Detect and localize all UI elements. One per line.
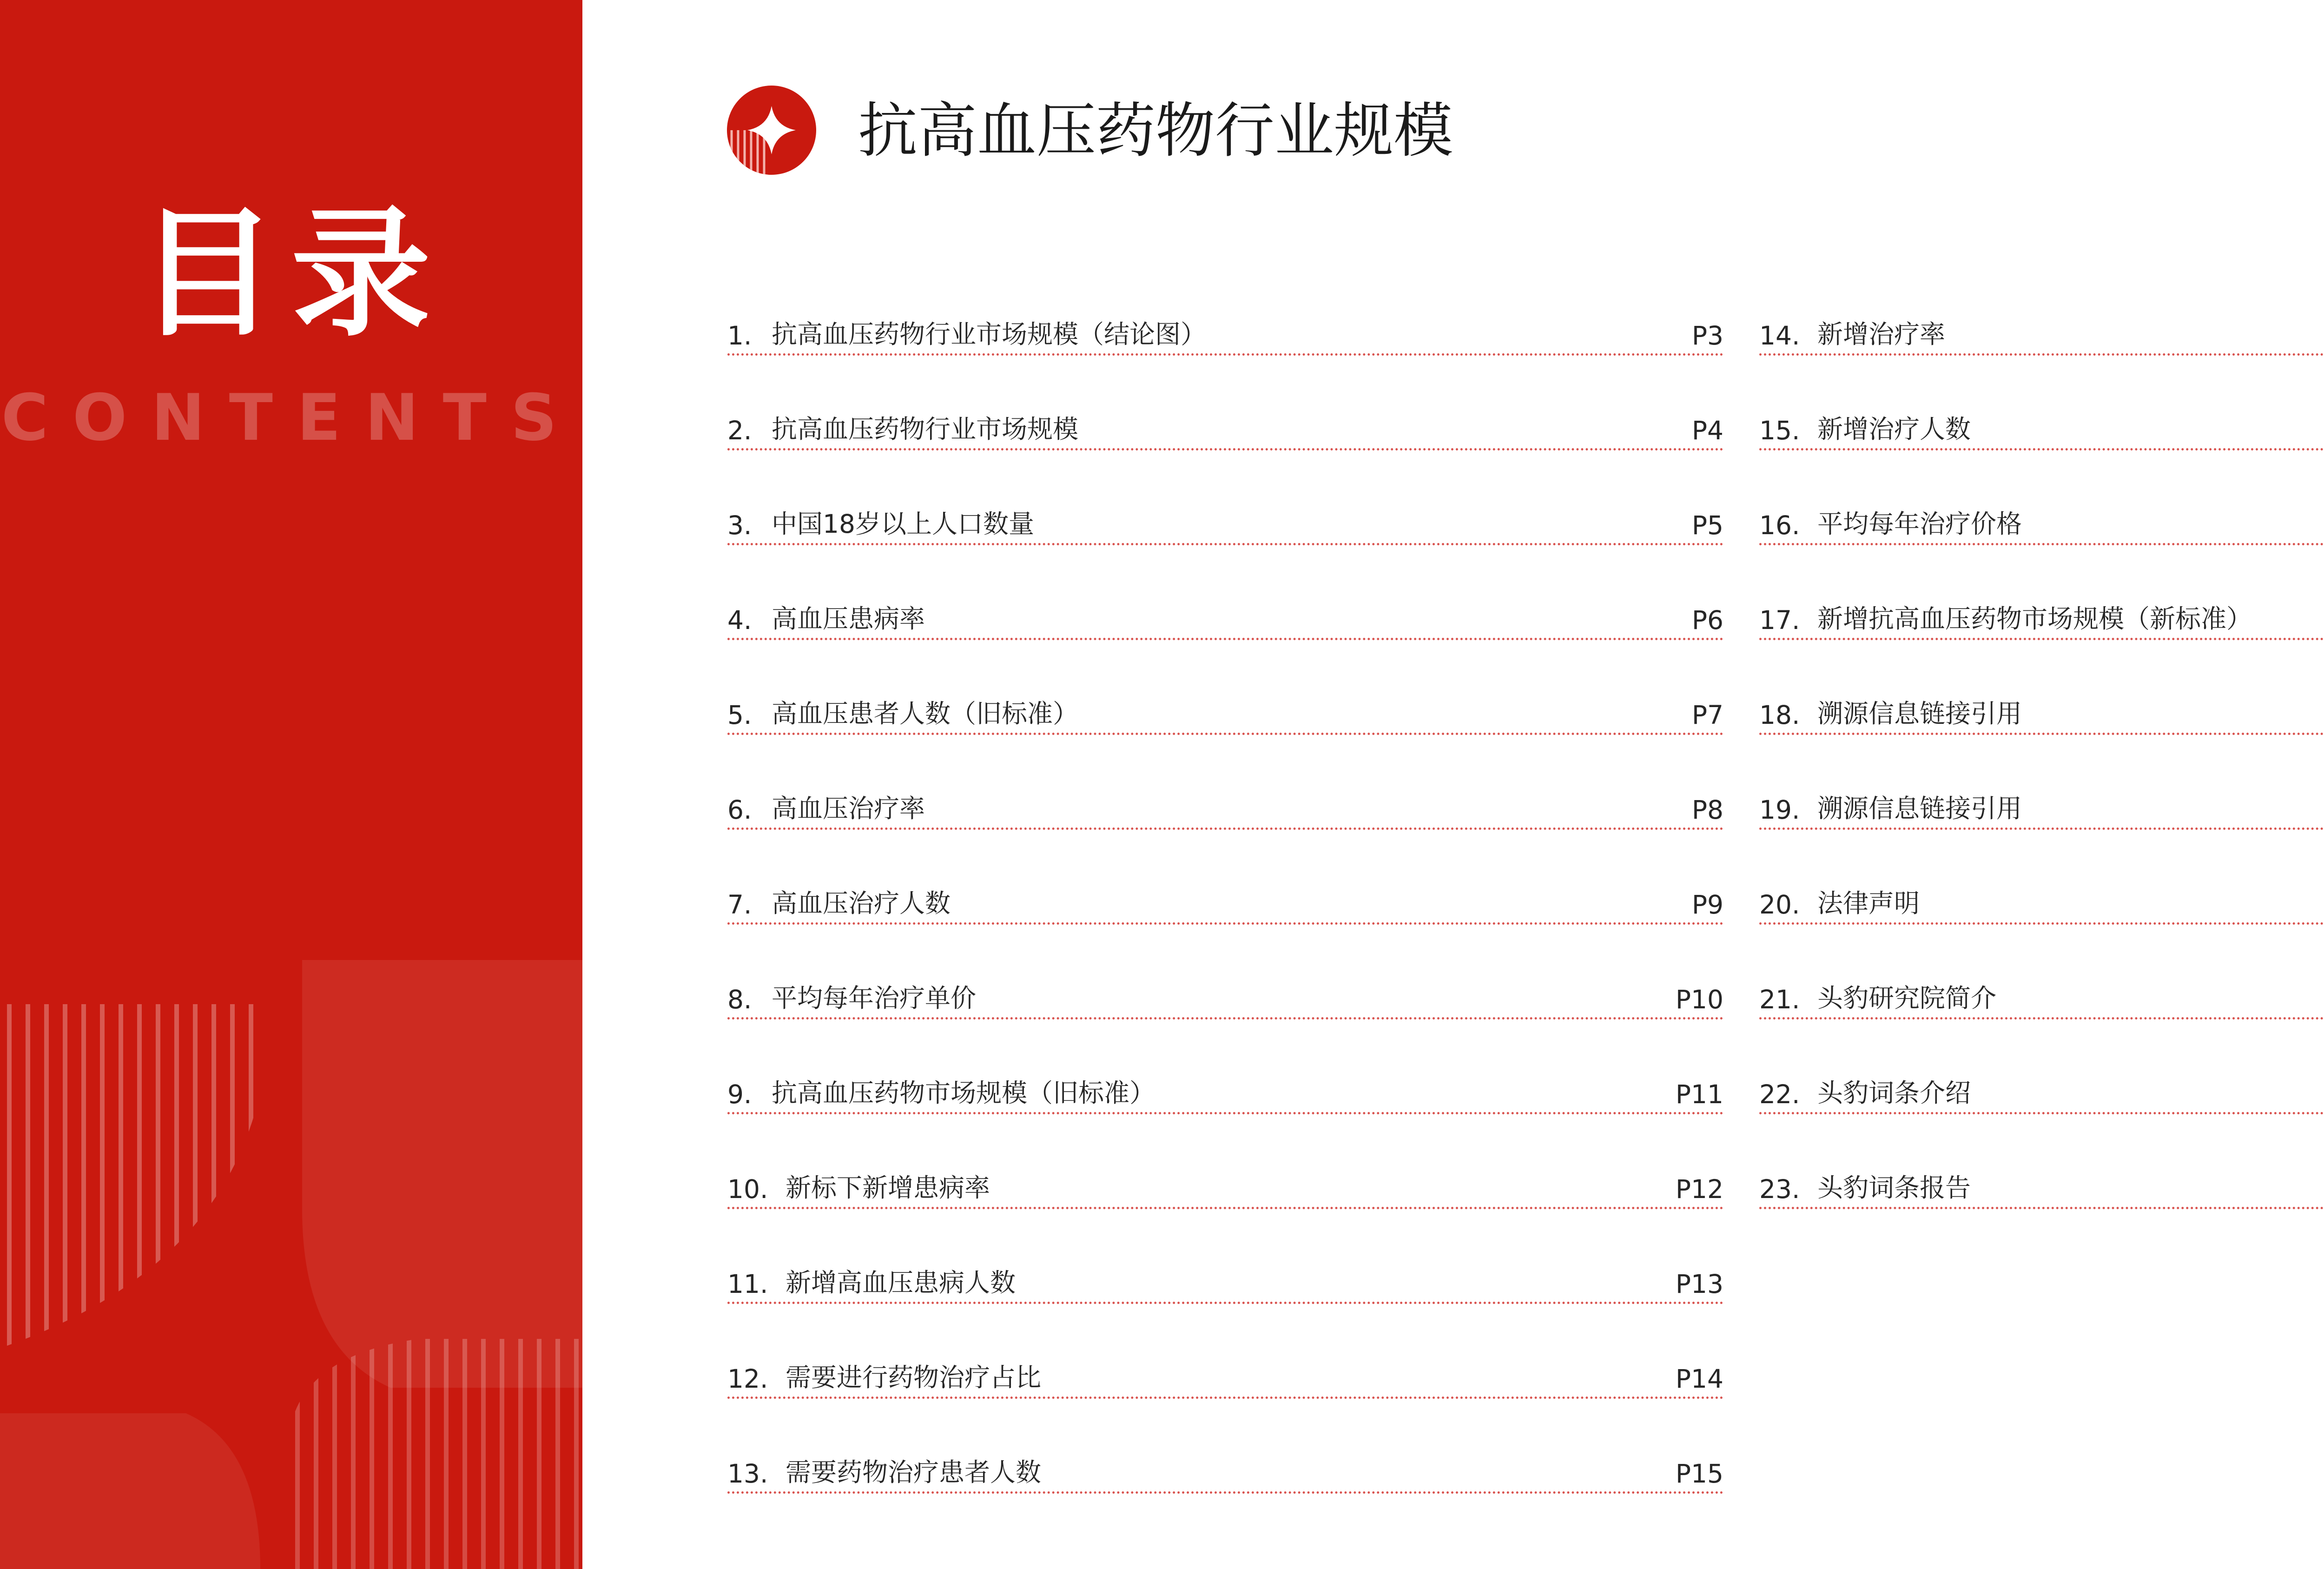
toc-item[interactable] — [727, 1066, 1723, 1114]
toc-item-page: P3 — [1691, 321, 1723, 351]
toc-item[interactable] — [727, 1445, 1723, 1494]
toc-item[interactable] — [1759, 1066, 2324, 1114]
toc-item[interactable] — [1759, 591, 2324, 640]
toc-item[interactable] — [727, 307, 1723, 356]
toc-item-label: 平均每年治疗单价 — [772, 983, 977, 1013]
toc-item[interactable] — [1759, 307, 2324, 356]
toc-item-number: 9. — [727, 1079, 752, 1109]
toc-item-number: 17. — [1759, 605, 1800, 635]
toc-item-number: 7. — [727, 890, 752, 920]
toc-item[interactable] — [727, 497, 1723, 545]
toc-item-label: 高血压患病率 — [772, 604, 925, 634]
toc-item-page: P8 — [1691, 795, 1723, 825]
toc-item[interactable] — [727, 1160, 1723, 1209]
toc-item[interactable] — [727, 591, 1723, 640]
toc-item-page: P9 — [1691, 890, 1723, 920]
toc-item-page: P6 — [1691, 605, 1723, 635]
toc-item-page: P5 — [1691, 510, 1723, 540]
toc-item-number: 6. — [727, 795, 752, 825]
toc-item-number: 15. — [1759, 416, 1800, 445]
toc-item[interactable] — [727, 402, 1723, 450]
toc-item-label: 新增抗高血压药物市场规模（新标准） — [1817, 604, 2252, 634]
toc-item-number: 4. — [727, 605, 752, 635]
contents-heading: 目录 — [138, 193, 445, 355]
toc-item-label: 新标下新增患病率 — [786, 1173, 990, 1203]
toc-item-label: 新增治疗人数 — [1817, 414, 1971, 444]
toc-item[interactable] — [727, 686, 1723, 735]
toc-item[interactable] — [1759, 1160, 2324, 1209]
toc-item-number: 12. — [727, 1364, 768, 1394]
toc-item-label: 头豹词条报告 — [1817, 1173, 1971, 1203]
toc-item-number: 2. — [727, 416, 752, 445]
toc-item-label: 平均每年治疗价格 — [1817, 509, 2022, 539]
toc-item-label: 需要药物治疗患者人数 — [786, 1457, 1042, 1487]
toc-item[interactable] — [727, 781, 1723, 830]
toc-item-label: 溯源信息链接引用 — [1817, 794, 2022, 823]
toc-item[interactable] — [1759, 971, 2324, 1020]
toc-item-number: 22. — [1759, 1079, 1800, 1109]
toc-item-label: 溯源信息链接引用 — [1817, 699, 2022, 728]
section-title: 抗高血压药物行业规模 — [858, 96, 1453, 166]
toc-item-page: P11 — [1675, 1079, 1723, 1109]
toc-item-page: P13 — [1675, 1269, 1723, 1299]
toc-item-page: P10 — [1675, 985, 1723, 1014]
toc-item-label: 头豹研究院简介 — [1817, 983, 1997, 1013]
toc-item-page: P7 — [1691, 700, 1723, 730]
toc-item-label: 需要进行药物治疗占比 — [786, 1363, 1042, 1392]
toc-item[interactable] — [727, 1350, 1723, 1399]
toc-item-label: 抗高血压药物行业市场规模（结论图） — [772, 319, 1207, 349]
toc-item-label: 新增高血压患病人数 — [786, 1268, 1016, 1298]
toc-item-number: 3. — [727, 510, 752, 540]
toc-item-page: P15 — [1675, 1459, 1723, 1489]
toc-item[interactable] — [1759, 497, 2324, 545]
toc-item-label: 高血压治疗率 — [772, 794, 925, 823]
toc-item[interactable] — [1759, 876, 2324, 925]
toc-item-number: 18. — [1759, 700, 1800, 730]
sidebar-panel — [0, 0, 582, 1569]
toc-item-label: 高血压治疗人数 — [772, 888, 951, 918]
toc-item-number: 20. — [1759, 890, 1800, 920]
toc-item-number: 5. — [727, 700, 752, 730]
toc-item-number: 13. — [727, 1459, 768, 1489]
toc-item-label: 新增治疗率 — [1817, 319, 1946, 349]
toc-item[interactable] — [727, 1255, 1723, 1304]
toc-item[interactable] — [1759, 781, 2324, 830]
toc-item-number: 8. — [727, 985, 752, 1014]
toc-item-label: 头豹词条介绍 — [1817, 1078, 1971, 1108]
toc-item-page: P12 — [1675, 1174, 1723, 1204]
toc-item[interactable] — [1759, 402, 2324, 450]
toc-item-label: 抗高血压药物市场规模（旧标准） — [772, 1078, 1155, 1108]
toc-item-label: 高血压患者人数（旧标准） — [772, 699, 1079, 728]
toc-item-label: 抗高血压药物行业市场规模 — [772, 414, 1079, 444]
toc-item-page: P4 — [1691, 416, 1723, 445]
toc-item[interactable] — [1759, 686, 2324, 735]
red-circle-star-logo-icon — [725, 84, 818, 177]
toc-item-number: 1. — [727, 321, 752, 351]
toc-item-number: 21. — [1759, 985, 1800, 1014]
toc-item[interactable] — [727, 971, 1723, 1020]
toc-item-number: 14. — [1759, 321, 1800, 351]
contents-subheading: CONTENTS — [1, 380, 581, 455]
toc-item-number: 11. — [727, 1269, 768, 1299]
toc-item-number: 16. — [1759, 510, 1800, 540]
toc-item[interactable] — [727, 876, 1723, 925]
toc-item-label: 法律声明 — [1817, 888, 1920, 918]
toc-item-number: 10. — [727, 1174, 768, 1204]
toc-item-number: 23. — [1759, 1174, 1800, 1204]
toc-item-label: 中国18岁以上人口数量 — [772, 509, 1034, 539]
toc-item-number: 19. — [1759, 795, 1800, 825]
toc-item-page: P14 — [1675, 1364, 1723, 1394]
